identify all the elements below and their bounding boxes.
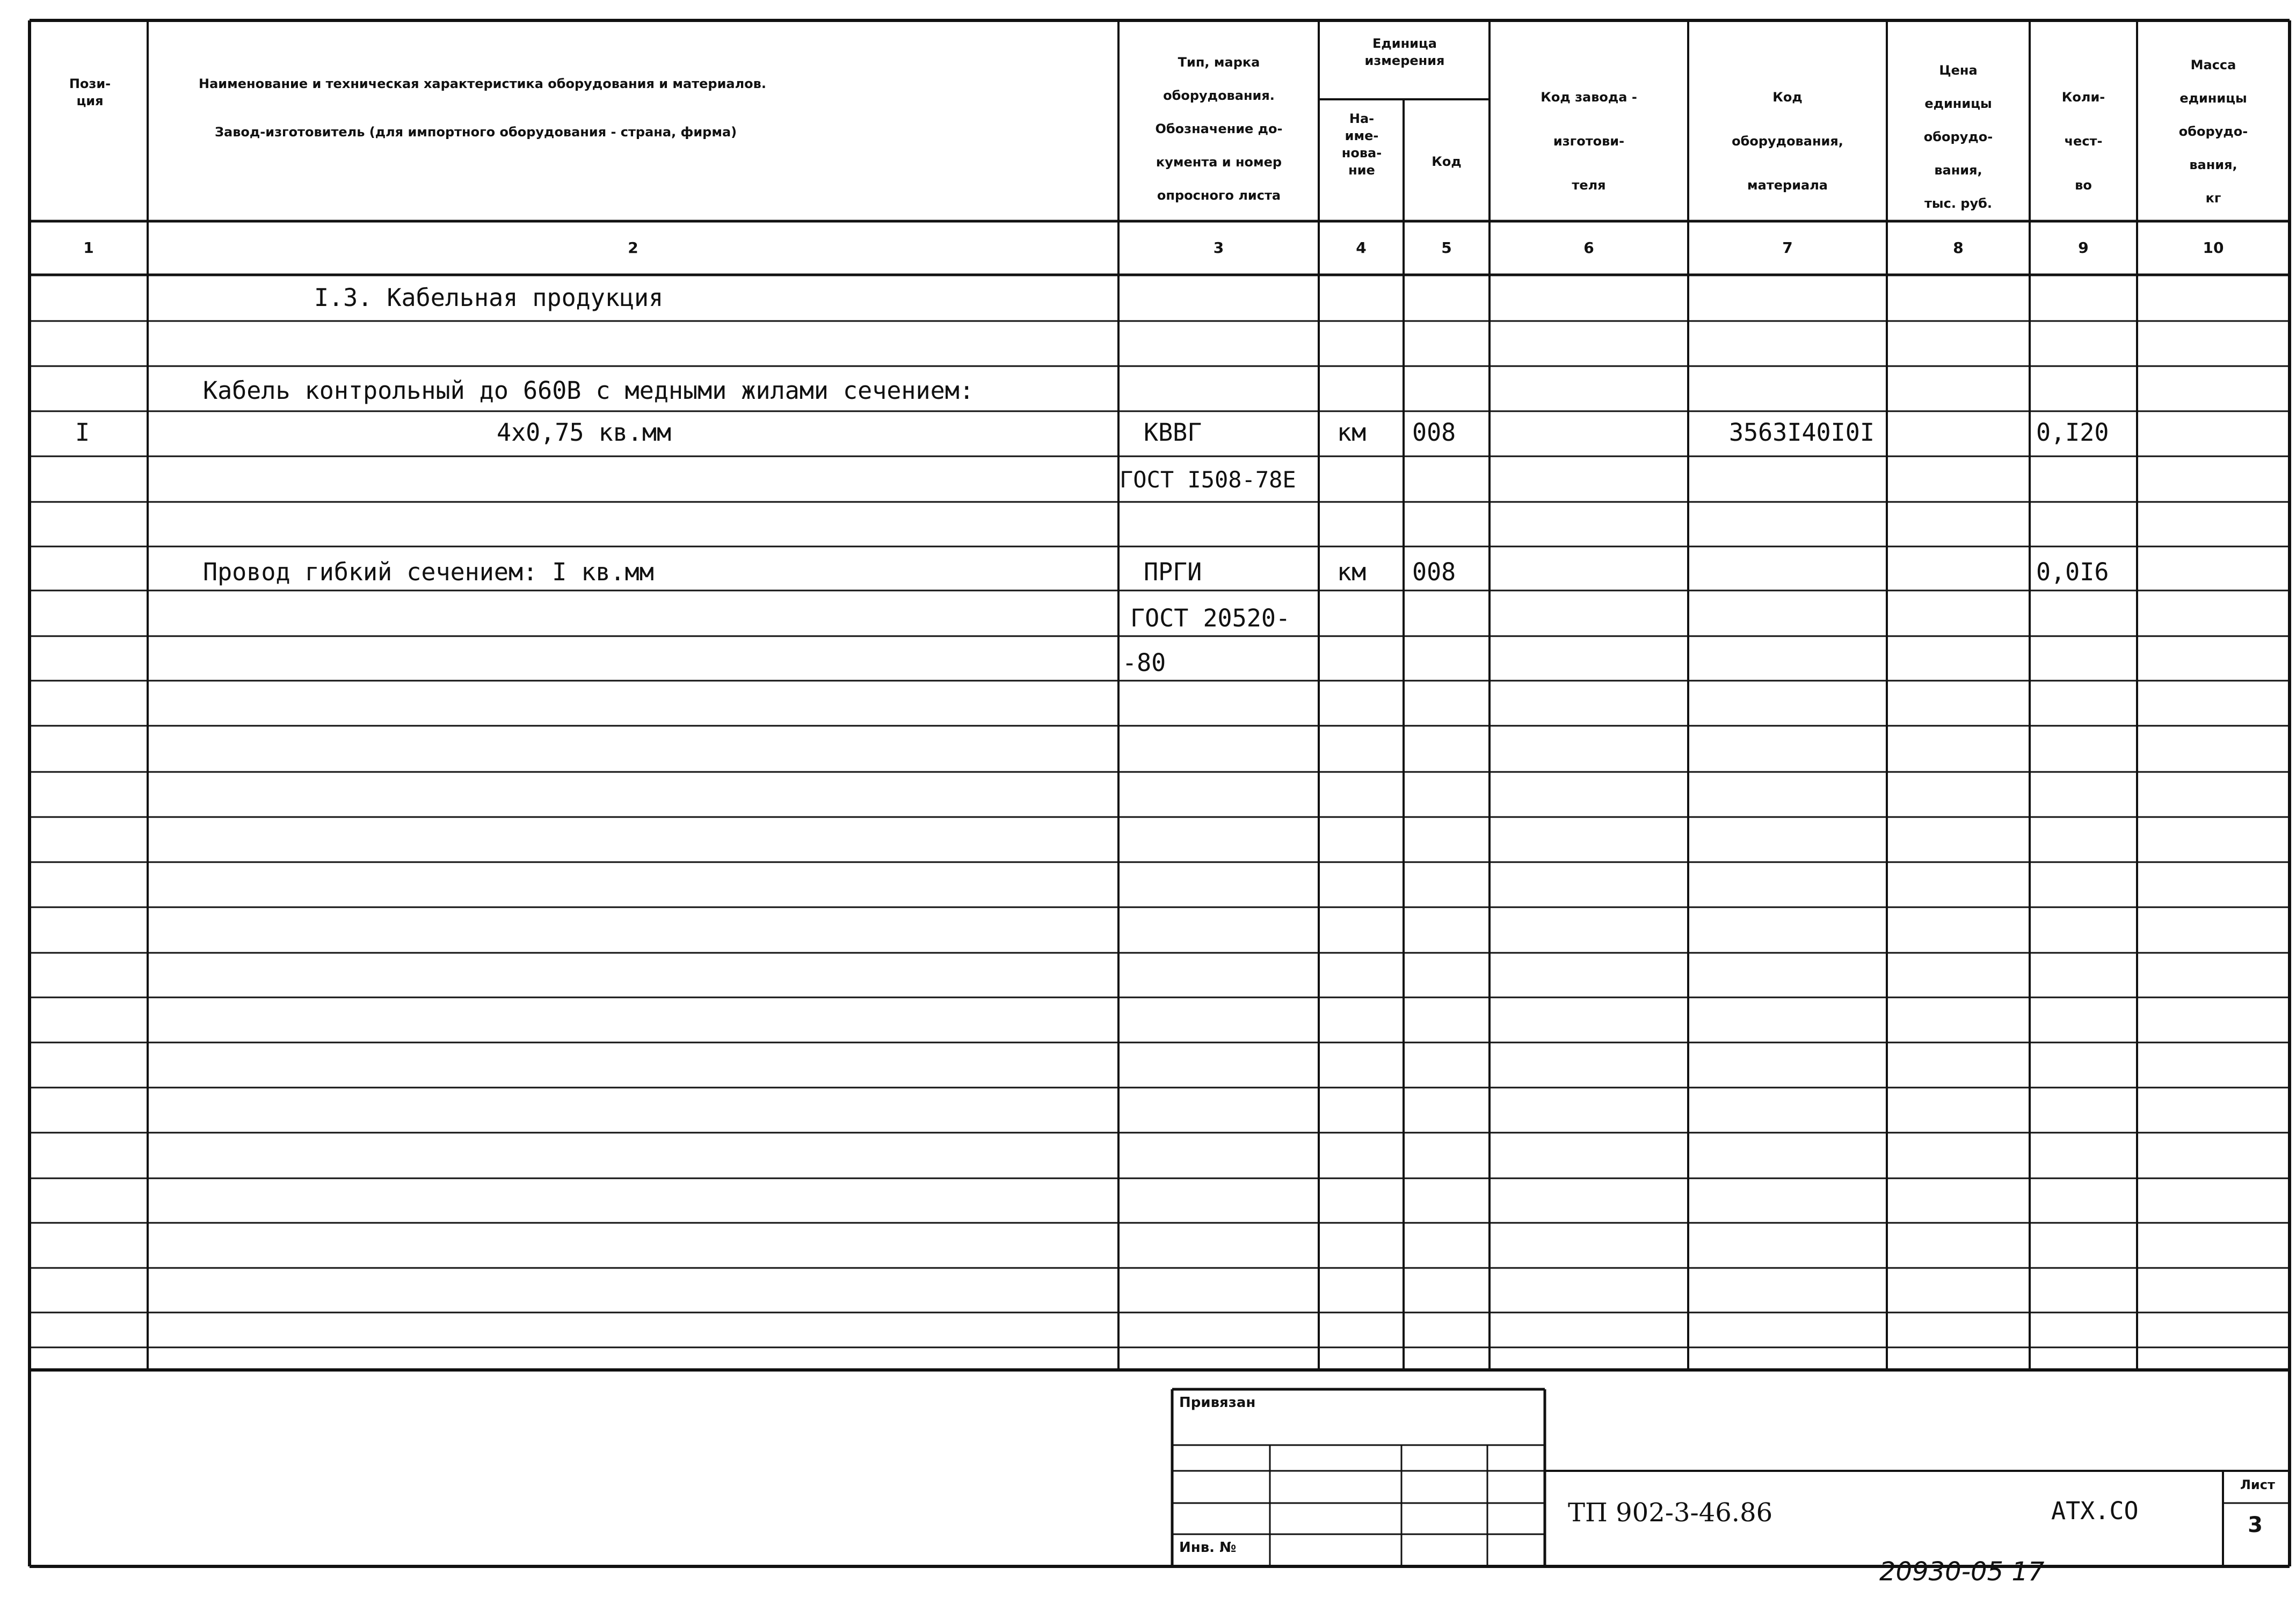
column-number-7: 7 [1782,239,1793,257]
column-number-10: 10 [2203,239,2224,257]
header-unit-group: Единица измерения [1364,36,1445,68]
row2-unit-name: км [1337,558,1367,586]
header-unit-mass: Масса единицы оборудо- вания, кг [2178,57,2248,206]
row1-equipment-code: 3563I40I0I [1729,418,1874,447]
document-code: ТП 902-3-46.86 [1568,1498,1773,1528]
row2-standard-line1: ГОСТ 20520- [1130,604,1291,632]
header-unit-price: Цена единицы оборудо- вания, тыс. руб. [1923,63,1993,211]
stamp-privyazan: Привязан [1179,1395,1256,1411]
row2-name: Провод гибкий сечением: I кв.мм [203,558,654,586]
row2-standard-line2: -80 [1122,648,1166,677]
row2-type: ПРГИ [1144,558,1202,586]
header-quantity: Коли- чест- во [2061,90,2105,193]
row2-quantity: 0,0I6 [2036,558,2109,586]
row1-unit-name: км [1337,418,1367,447]
column-number-3: 3 [1213,239,1224,257]
header-position: Пози- ция [69,76,111,108]
header-unit-code: Код [1432,154,1462,169]
header-unit-name: На- име- нова- ние [1341,111,1382,178]
column-number-6: 6 [1583,239,1594,257]
cable-group-title: Кабель контрольный до 660В с медными жилами сечением: [203,376,974,405]
row2-unit-code: 008 [1412,558,1456,586]
archive-number: 20930-05 17 [1879,1557,2045,1587]
sheet-label: Лист [2240,1477,2275,1492]
row1-type: КВВГ [1144,418,1202,447]
header-name-line2: Завод-изготовитель (для импортного оборудования - страна, фирма) [215,125,737,140]
header-name-line1: Наименование и техническая характеристика оборудования и материалов. [199,76,766,91]
sheet-number: 3 [2248,1513,2263,1537]
header-type-mark: Тип, марка оборудования. Обозначение до- кумента и номер опросного листа [1155,55,1283,203]
column-number-8: 8 [1953,239,1964,257]
row1-position: I [75,418,90,447]
header-equipment-code: Код оборудования, материала [1732,90,1843,193]
header-maker-code: Код завода - изготови- теля [1541,90,1637,193]
column-number-9: 9 [2078,239,2089,257]
row1-quantity: 0,I20 [2036,418,2109,447]
row1-unit-code: 008 [1412,418,1456,447]
column-number-4: 4 [1356,239,1367,257]
column-number-5: 5 [1441,239,1452,257]
section-title: I.3. Кабельная продукция [314,283,664,312]
document-type: АТХ.СО [2051,1497,2139,1525]
row1-name: 4x0,75 кв.мм [497,418,672,447]
row1-standard: ГОСТ I508-78Е [1120,466,1296,493]
column-number-1: 1 [83,239,94,257]
stamp-inventory-number: Инв. № [1179,1540,1237,1556]
column-number-2: 2 [628,239,638,257]
